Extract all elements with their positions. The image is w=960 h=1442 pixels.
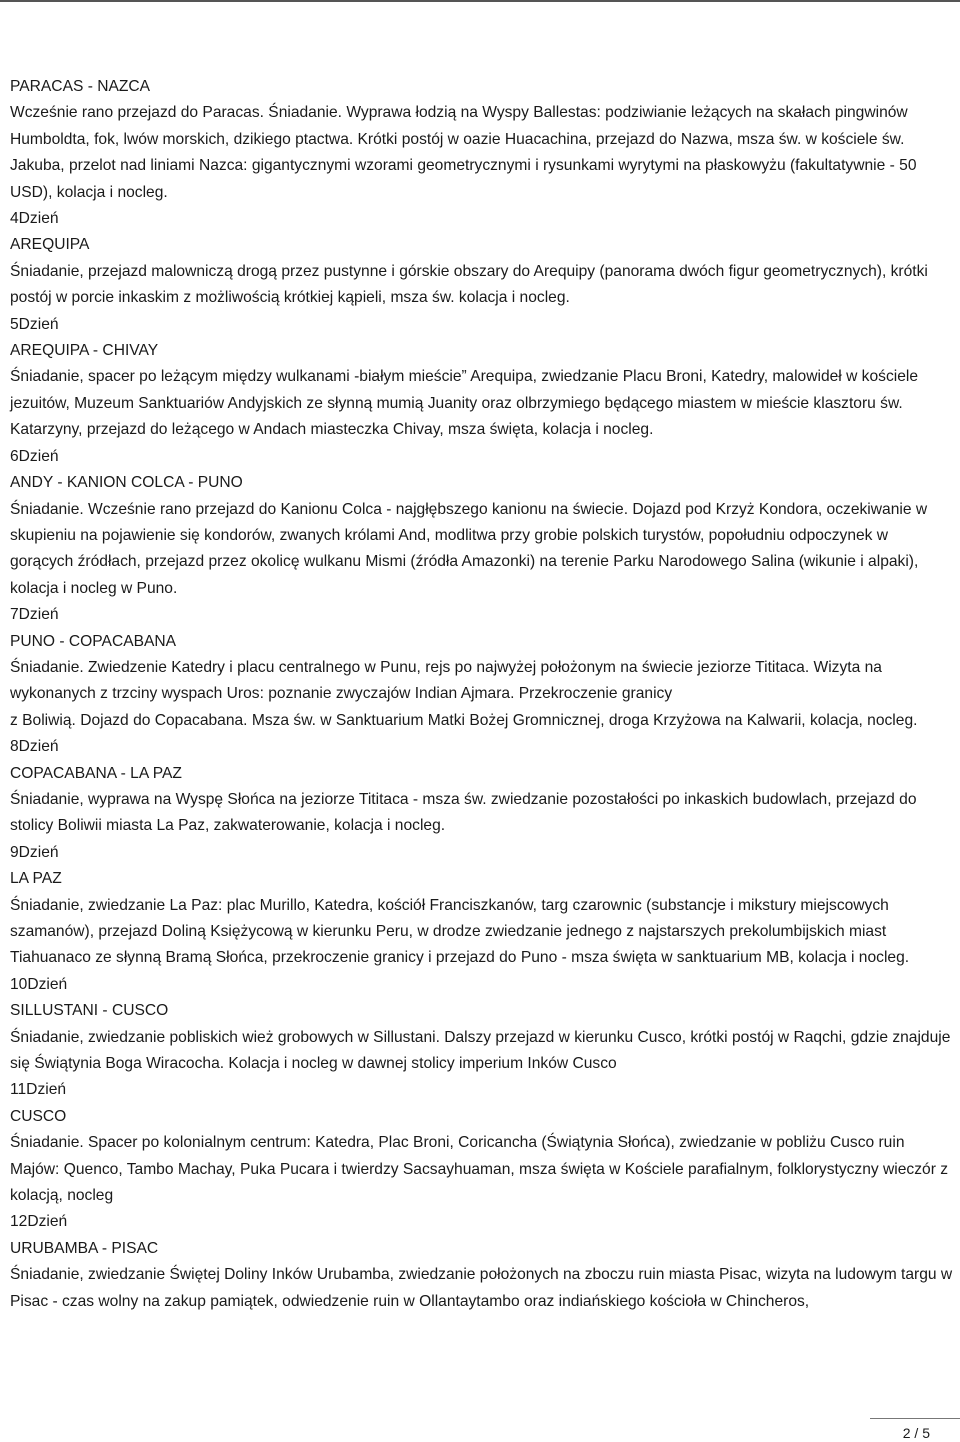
day-title-10: SILLUSTANI - CUSCO — [10, 1002, 169, 1020]
day-description-8: Śniadanie, wyprawa na Wyspę Słońca na jeziorze Tititaca - msza św. zwiedzanie pozostałości po inkaskich budowlach, przejazd do stolicy Boliwii miasta La Paz, zakwaterowanie, kolacja i nocleg. — [10, 790, 917, 835]
day-title-12: URUBAMBA - PISAC — [10, 1239, 159, 1257]
day-description-11: Śniadanie. Spacer po kolonialnym centrum: Katedra, Plac Broni, Coricancha (Świątynia Słońca), zwiedzanie w pobliżu Cusco ruin Majów: Quenco, Tambo Machay, Puka Pucara i twierdzy Sacsayhuaman, msza święta w Kościele parafialnym, folklorystyczny wieczór z kolacją, nocleg — [10, 1134, 949, 1205]
day-title-4: AREQUIPA — [10, 236, 90, 254]
top-rule — [0, 0, 960, 2]
day-description-7-part-2: z Boliwią. Dojazd do Copacabana. Msza św. w Sanktuarium Matki Bożej Gromnicznej, droga Krzyżowa na Kalwarii, kolacja, nocleg. — [10, 711, 918, 729]
day-label-12: 12Dzień — [10, 1213, 68, 1231]
day-label-7: 7Dzień — [10, 606, 59, 624]
day-title-6: ANDY - KANION COLCA - PUNO — [10, 474, 243, 492]
day-description-6: Śniadanie. Wcześnie rano przejazd do Kanionu Colca - najgłębszego kanionu na świecie. Dojazd pod Krzyż Kondora, oczekiwanie w skupieniu na pojawienie się kondorów, zwanych królami And, modlitwa przy grobie polskich turystów, popołudniu odpoczynek w gorących źródłach, przejazd przez okolicę wulkanu Mismi (źródła Amazonki) na terenie Parku Narodowego Salina (wikunie i alpaki), kolacja i nocleg w Puno. — [10, 500, 928, 597]
day-label-6: 6Dzień — [10, 447, 59, 465]
day-label-8: 8Dzień — [10, 738, 59, 756]
day-description-9: Śniadanie, zwiedzanie La Paz: plac Murillo, Katedra, kościół Franciszkanów, targ czarownic (substancje i mikstury miejscowych szamanów), przejazd Doliną Księżycową w kierunku Peru, w drodze zwiedzanie jednego z najstarszych prekolumbijskich miast Tiahuanaco ze słynną Bramą Słońca, przekroczenie granicy i przejazd do Puno - msza święta w sanktuarium MB, kolacja i nocleg. — [10, 896, 910, 967]
day-title-8: COPACABANA - LA PAZ — [10, 764, 182, 782]
day-description-4: Śniadanie, przejazd malowniczą drogą przez pustynne i górskie obszary do Arequipy (panorama dwóch figur geometrycznych), krótki postój w porcie inkaskim z możliwością krótkiej kąpieli, msza św. kolacja i nocleg. — [10, 262, 928, 307]
section-title-paracas-nazca: PARACAS - NAZCA — [10, 78, 151, 95]
footer-rule — [870, 1418, 960, 1419]
day-label-4: 4Dzień — [10, 210, 59, 228]
day-label-11: 11Dzień — [10, 1081, 67, 1099]
day-label-9: 9Dzień — [10, 843, 59, 861]
page-number: 2 / 5 — [902, 1425, 930, 1441]
day-description-7-part-1: Śniadanie. Zwiedzenie Katedry i placu centralnego w Punu, rejs po najwyżej położonym na świecie jeziorze Tititaca. Wizyta na wykonanych z trzciny wyspach Uros: poznanie zwyczajów Indian Ajmara. Przekroczenie granicy — [10, 658, 882, 703]
day-description-5: Śniadanie, spacer po leżącym między wulkanami -białym mieście” Arequipa, zwiedzanie Placu Broni, Katedry, malowideł w kościele jezuitów, Muzeum Sanktuariów Andyjskich ze słynną mumią Juanity oraz olbrzymiego będącego miastem w mieście klasztoru św. Katarzyny, przejazd do leżącego w Andach miasteczka Chivay, msza święta, kolacja i nocleg. — [10, 368, 919, 439]
day-title-5: AREQUIPA - CHIVAY — [10, 342, 159, 360]
day-description-12: Śniadanie, zwiedzanie Świętej Doliny Inków Urubamba, zwiedzanie położonych na zboczu ruin miasta Pisac, wizyta na ludowym targu w Pisac - czas wolny na zakup pamiątek, odwiedzenie ruin w Ollantaytambo oraz indiańskiego kościoła w Chincheros, — [10, 1266, 953, 1310]
day-title-11: CUSCO — [10, 1107, 67, 1125]
section-description-paracas-nazca: Wcześnie rano przejazd do Paracas. Śniadanie. Wyprawa łodzią na Wyspy Ballestas: podziwianie leżących na skałach pingwinów Humboldta, fok, lwów morskich, dzikiego ptactwa. Krótki postój w oazie Huacachina, przejazd do Nazwa, msza św. w kościele św. Jakuba, przelot nad liniami Nazca: gigantycznymi wzorami geometrycznymi i rysunkami wyrytymi na płaskowyżu (fakultatywnie - 50 USD), kolacja i nocleg. — [10, 104, 917, 201]
day-label-5: 5Dzień — [10, 315, 59, 333]
itinerary-content — [10, 74, 954, 1315]
day-description-10: Śniadanie, zwiedzanie pobliskich wież grobowych w Sillustani. Dalszy przejazd w kierunku Cusco, krótki postój w Raqchi, gdzie znajduje się Świątynia Boga Wiracocha. Kolacja i nocleg w dawnej stolicy imperium Inków Cusco — [10, 1028, 951, 1073]
day-title-9: LA PAZ — [10, 870, 62, 888]
day-label-10: 10Dzień — [10, 975, 68, 993]
day-title-7: PUNO - COPACABANA — [10, 632, 177, 650]
